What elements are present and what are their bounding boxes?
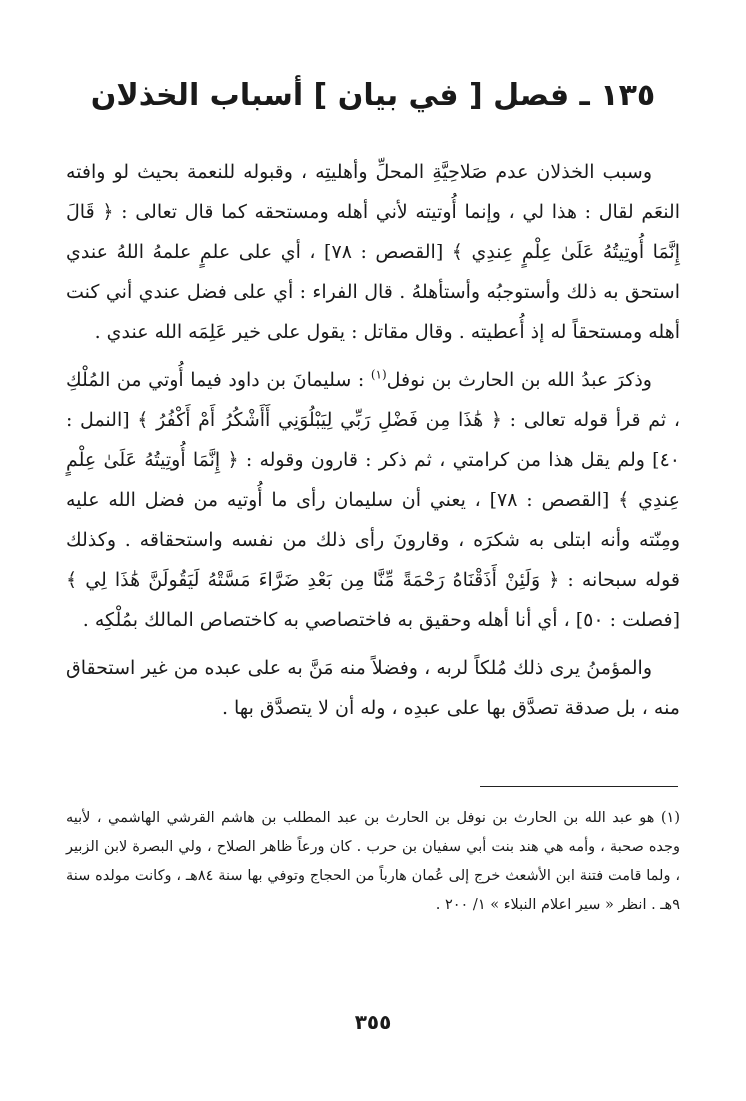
paragraph-1: وسبب الخذلان عدم صَلاحِيَّةِ المحلِّ وأهليتِه ، وقبوله للنعمة بحيث لو وافته النعَم لقال : هذا لي ، وإنما أُوتيته لأني أهله ومستحقه كما قال تعالى : ﴿ قَالَ إِنَّمَا أُوتِيتُهُ عَلَىٰ عِلْمٍ عِندِي ﴾ [القصص : ٧٨] ، أي على علمٍ علمهُ اللهُ عندي استحق به ذلك وأستوجبُه وأستأهلهُ . قال الفراء : أي على فضل عندي أني كنت أهله ومستحقاً له إذ أُعطيته . وقال مقاتل : يقول على خير عَلِمَه الله عندي . bbox=[66, 161, 680, 343]
paragraph-3: والمؤمنُ يرى ذلك مُلكاً لربه ، وفضلاً منه مَنَّ به على عبده من غير استحقاق منه ، بل صدقة تصدَّق بها على عبدِه ، وله أن لا يتصدَّق بها . bbox=[66, 657, 680, 719]
section-heading: ١٣٥ ـ فصل [ في بيان ] أسباب الخذلان bbox=[90, 78, 656, 113]
footnote-reference[interactable]: (١) bbox=[370, 367, 387, 382]
footnote bbox=[66, 804, 680, 920]
footnote-text: (١) هو عبد الله بن الحارث بن نوفل بن الحارث بن عبد المطلب بن هاشم القرشي الهاشمي ، لأبيه وجده صحبة ، وأمه هي هند بنت أبي سفيان بن حرب . كان ورعاً ظاهر الصلاح ، ولي البصرة لابن الزبير ، ولما قامت فتنة ابن الأشعث خرج إلى عُمان هارباً من الحجاج وتوفي بها سنة ٨٤هـ ، وكانت مولده سنة ٩هـ . انظر « سير اعلام النبلاء » ١/ ٢٠٠ . bbox=[66, 810, 681, 913]
paragraph-2-lead: وذكرَ عبدُ الله بن الحارث بن نوفل bbox=[386, 369, 652, 391]
page-number: ٣٥٥ bbox=[354, 1010, 392, 1034]
main-text bbox=[66, 152, 680, 736]
paragraph-2-lead-tail: : سليمانَ بن داود فيما أُوتي bbox=[141, 369, 371, 391]
footnote-divider bbox=[480, 786, 678, 787]
paragraph-2 bbox=[66, 360, 680, 640]
paragraph-2-body: من المُلْكِ ، ثم قرأ قوله تعالى : ﴿ هَٰذَا مِن فَضْلِ رَبِّي لِيَبْلُوَنِي أَأَشْكُرُ أَمْ أَكْفُرُ ﴾ [النمل : ٤٠] ولم يقل هذا من كرامتي ، ثم ذكر : قارون وقوله : ﴿ إِنَّمَا أُوتِيتُهُ عَلَىٰ عِلْمٍ عِندِي ﴾ [القصص : ٧٨] ، يعني أن سليمان رأى ما أُوتيه من فضل الله عليه ومِنّته وأنه ابتلى به شكرَه ، وقارونَ رأى ذلك من نفسه واستحقاقه . وكذلك قوله سبحانه : ﴿ وَلَئِنْ أَذَقْنَاهُ رَحْمَةً مِّنَّا مِن بَعْدِ ضَرَّاءَ مَسَّتْهُ لَيَقُولَنَّ هَٰذَا لِي ﴾ [فصلت : ٥٠] ، أي أنا أهله وحقيق به فاختصاصي به كاختصاص المالك بمُلْكِه . bbox=[66, 369, 680, 631]
